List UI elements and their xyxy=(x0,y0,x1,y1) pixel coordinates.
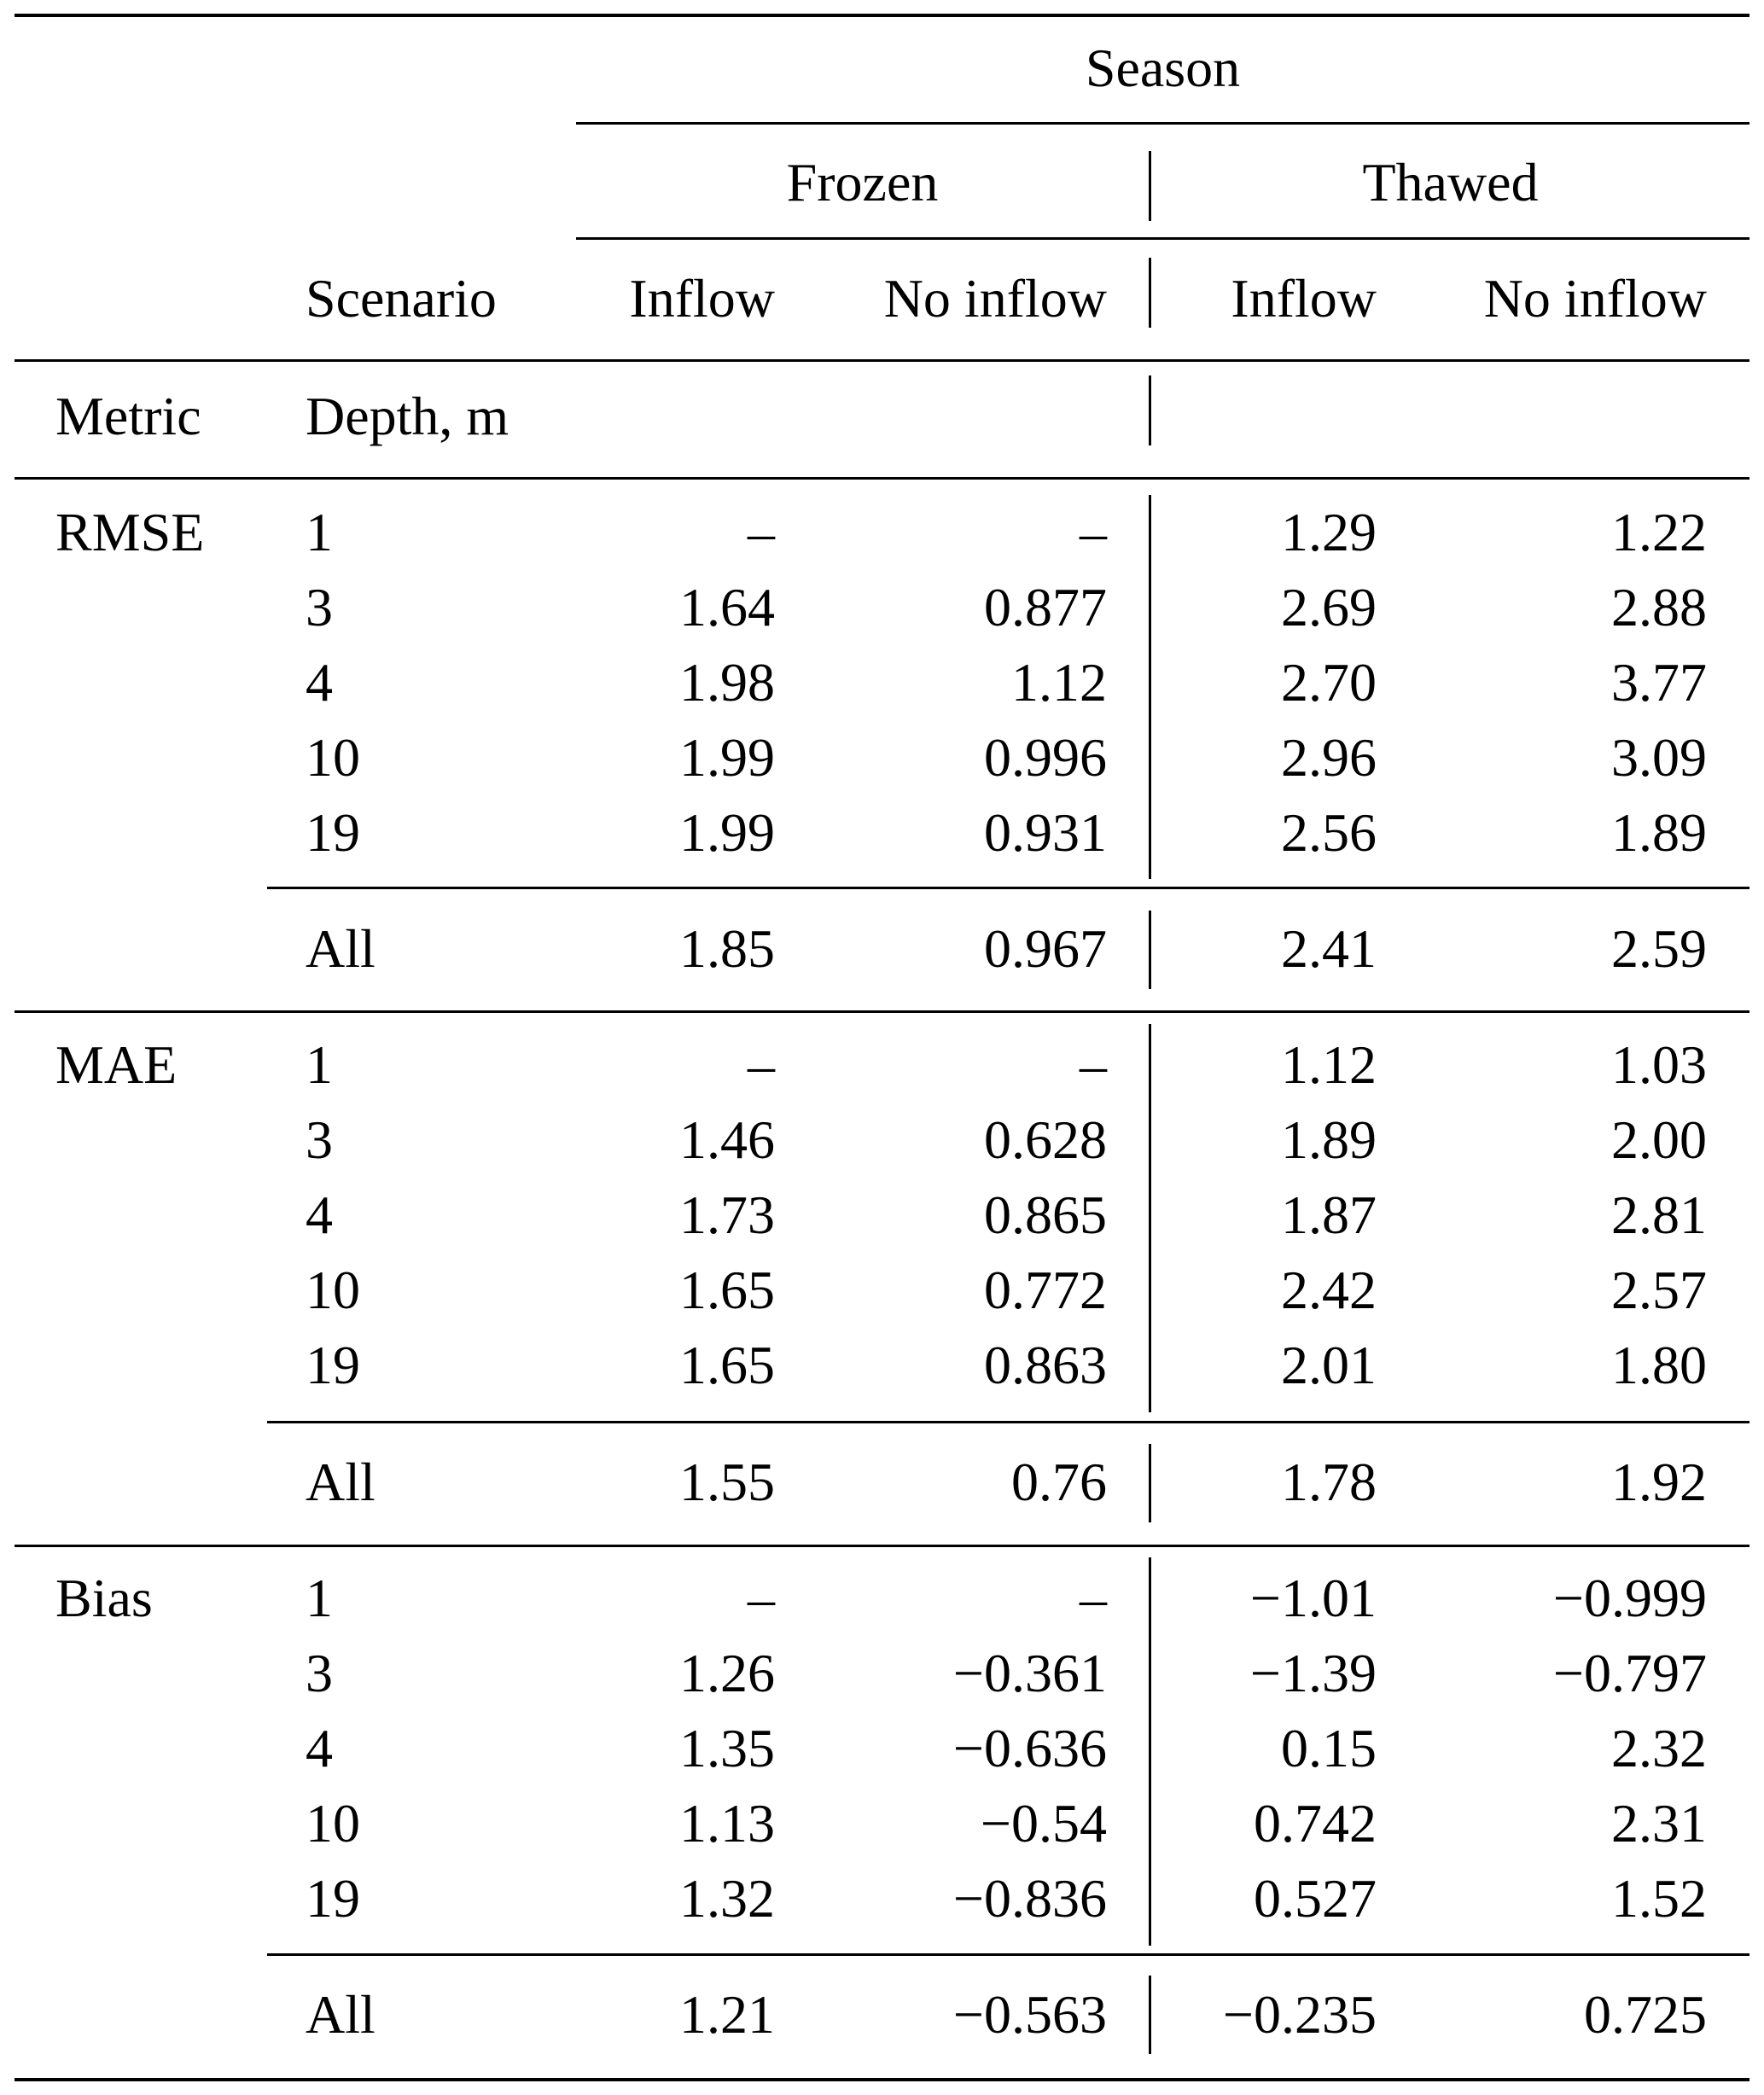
value-cell: 2.96 xyxy=(1281,727,1377,788)
scenario-frozen-inflow: Inflow xyxy=(629,268,775,329)
depth-cell: 19 xyxy=(306,802,360,863)
metric-label: Metric xyxy=(55,386,201,446)
depth-cell: All xyxy=(306,1984,376,2045)
value-cell: −1.39 xyxy=(1249,1643,1377,1703)
value-cell: −0.636 xyxy=(952,1718,1107,1778)
depth-cell: 1 xyxy=(306,502,333,562)
value-cell: 1.03 xyxy=(1611,1034,1707,1095)
value-cell: 1.89 xyxy=(1611,802,1707,863)
value-cell: 1.65 xyxy=(679,1335,775,1395)
group-header-thawed: Thawed xyxy=(1362,152,1539,212)
bias-separator xyxy=(1149,1557,1151,1946)
scenario-thawed-inflow: Inflow xyxy=(1231,268,1377,329)
depth-cell: 4 xyxy=(306,1718,333,1778)
header-rule xyxy=(15,359,1749,362)
value-cell: −1.01 xyxy=(1249,1568,1377,1628)
value-cell: 1.13 xyxy=(679,1793,775,1853)
value-cell: 0.877 xyxy=(984,577,1107,637)
value-cell: −0.235 xyxy=(1222,1984,1377,2045)
metric-rmse: RMSE xyxy=(55,502,205,562)
value-cell: 1.29 xyxy=(1281,502,1377,562)
depth-cell: 4 xyxy=(306,1184,333,1245)
value-cell: 0.865 xyxy=(984,1184,1107,1245)
mae-all-separator xyxy=(1149,1444,1151,1522)
value-cell: 1.73 xyxy=(679,1184,775,1245)
value-cell: 0.15 xyxy=(1281,1718,1377,1778)
value-cell: −0.54 xyxy=(980,1793,1107,1853)
depth-label: Depth, m xyxy=(306,386,509,446)
value-cell: 2.69 xyxy=(1281,577,1377,637)
value-cell: 0.628 xyxy=(984,1109,1107,1170)
value-cell: 2.01 xyxy=(1281,1335,1377,1395)
value-cell: 1.98 xyxy=(679,652,775,713)
bias-all-rule xyxy=(267,1953,1749,1956)
value-cell: 0.76 xyxy=(1011,1452,1107,1512)
value-cell: 3.77 xyxy=(1611,652,1707,713)
bottom-rule xyxy=(15,2078,1749,2081)
scenario-separator xyxy=(1149,258,1151,328)
value-cell: 1.99 xyxy=(679,802,775,863)
value-cell: 0.863 xyxy=(984,1335,1107,1395)
depth-cell: 1 xyxy=(306,1568,333,1628)
value-cell: 1.52 xyxy=(1611,1868,1707,1929)
value-cell: 1.65 xyxy=(679,1260,775,1320)
value-cell: – xyxy=(748,1034,775,1095)
value-cell: 1.21 xyxy=(679,1984,775,2045)
depth-cell: 4 xyxy=(306,652,333,713)
value-cell: 2.31 xyxy=(1611,1793,1707,1853)
depth-cell: 10 xyxy=(306,1793,360,1853)
value-cell: 2.59 xyxy=(1611,918,1707,979)
scenario-label: Scenario xyxy=(306,268,497,329)
value-cell: 1.12 xyxy=(1011,652,1107,713)
value-cell: 2.41 xyxy=(1281,918,1377,979)
value-cell: 1.32 xyxy=(679,1868,775,1929)
value-cell: 0.967 xyxy=(984,918,1107,979)
value-cell: 1.22 xyxy=(1611,502,1707,562)
depth-cell: 1 xyxy=(306,1034,333,1095)
depth-cell: 3 xyxy=(306,577,333,637)
mae-end-rule xyxy=(15,1545,1749,1547)
value-cell: −0.361 xyxy=(952,1643,1107,1703)
value-cell: 1.12 xyxy=(1281,1034,1377,1095)
value-cell: 2.81 xyxy=(1611,1184,1707,1245)
depth-cell: 3 xyxy=(306,1643,333,1703)
depth-cell: 10 xyxy=(306,727,360,788)
value-cell: 0.725 xyxy=(1584,1984,1707,2045)
group-underline xyxy=(576,237,1749,240)
top-rule xyxy=(15,14,1749,17)
value-cell: – xyxy=(1080,502,1107,562)
depth-cell: 19 xyxy=(306,1335,360,1395)
value-cell: 0.931 xyxy=(984,802,1107,863)
value-cell: 1.64 xyxy=(679,577,775,637)
value-cell: 2.88 xyxy=(1611,577,1707,637)
value-cell: 2.42 xyxy=(1281,1260,1377,1320)
season-header: Season xyxy=(1085,38,1241,98)
depth-cell: All xyxy=(306,918,376,979)
depth-cell: All xyxy=(306,1452,376,1512)
value-cell: 1.26 xyxy=(679,1643,775,1703)
value-cell: 1.99 xyxy=(679,727,775,788)
value-cell: 1.92 xyxy=(1611,1452,1707,1512)
depth-cell: 3 xyxy=(306,1109,333,1170)
value-cell: −0.999 xyxy=(1552,1568,1707,1628)
rmse-all-separator xyxy=(1149,911,1151,989)
depth-cell: 10 xyxy=(306,1260,360,1320)
value-cell: 1.55 xyxy=(679,1452,775,1512)
group-header-frozen: Frozen xyxy=(786,152,939,212)
value-cell: −0.836 xyxy=(952,1868,1107,1929)
value-cell: 1.80 xyxy=(1611,1335,1707,1395)
value-cell: 2.00 xyxy=(1611,1109,1707,1170)
value-cell: 0.996 xyxy=(984,727,1107,788)
depth-cell: 19 xyxy=(306,1868,360,1929)
value-cell: 0.772 xyxy=(984,1260,1107,1320)
value-cell: −0.563 xyxy=(952,1984,1107,2045)
value-cell: 1.35 xyxy=(679,1718,775,1778)
rmse-all-rule xyxy=(267,887,1749,889)
value-cell: – xyxy=(748,502,775,562)
value-cell: – xyxy=(1080,1568,1107,1628)
metric-bias: Bias xyxy=(55,1568,153,1628)
value-cell: −0.797 xyxy=(1552,1643,1707,1703)
value-cell: 2.32 xyxy=(1611,1718,1707,1778)
season-underline xyxy=(576,122,1749,125)
value-cell: 2.57 xyxy=(1611,1260,1707,1320)
rmse-separator xyxy=(1149,495,1151,879)
value-cell: – xyxy=(748,1568,775,1628)
value-cell: 1.85 xyxy=(679,918,775,979)
value-cell: 3.09 xyxy=(1611,727,1707,788)
metric-mae: MAE xyxy=(55,1034,178,1095)
value-cell: 2.56 xyxy=(1281,802,1377,863)
metric-header-separator xyxy=(1149,375,1151,445)
mae-separator xyxy=(1149,1024,1151,1412)
rmse-end-rule xyxy=(15,1010,1749,1013)
value-cell: 1.89 xyxy=(1281,1109,1377,1170)
value-cell: 0.527 xyxy=(1254,1868,1377,1929)
value-cell: – xyxy=(1080,1034,1107,1095)
value-cell: 1.78 xyxy=(1281,1452,1377,1512)
scenario-thawed-no-inflow: No inflow xyxy=(1483,268,1707,329)
value-cell: 1.46 xyxy=(679,1109,775,1170)
scenario-frozen-no-inflow: No inflow xyxy=(883,268,1107,329)
metric-header-rule xyxy=(15,477,1749,480)
value-cell: 0.742 xyxy=(1254,1793,1377,1853)
value-cell: 1.87 xyxy=(1281,1184,1377,1245)
bias-all-separator xyxy=(1149,1976,1151,2054)
value-cell: 2.70 xyxy=(1281,652,1377,713)
mae-all-rule xyxy=(267,1421,1749,1423)
